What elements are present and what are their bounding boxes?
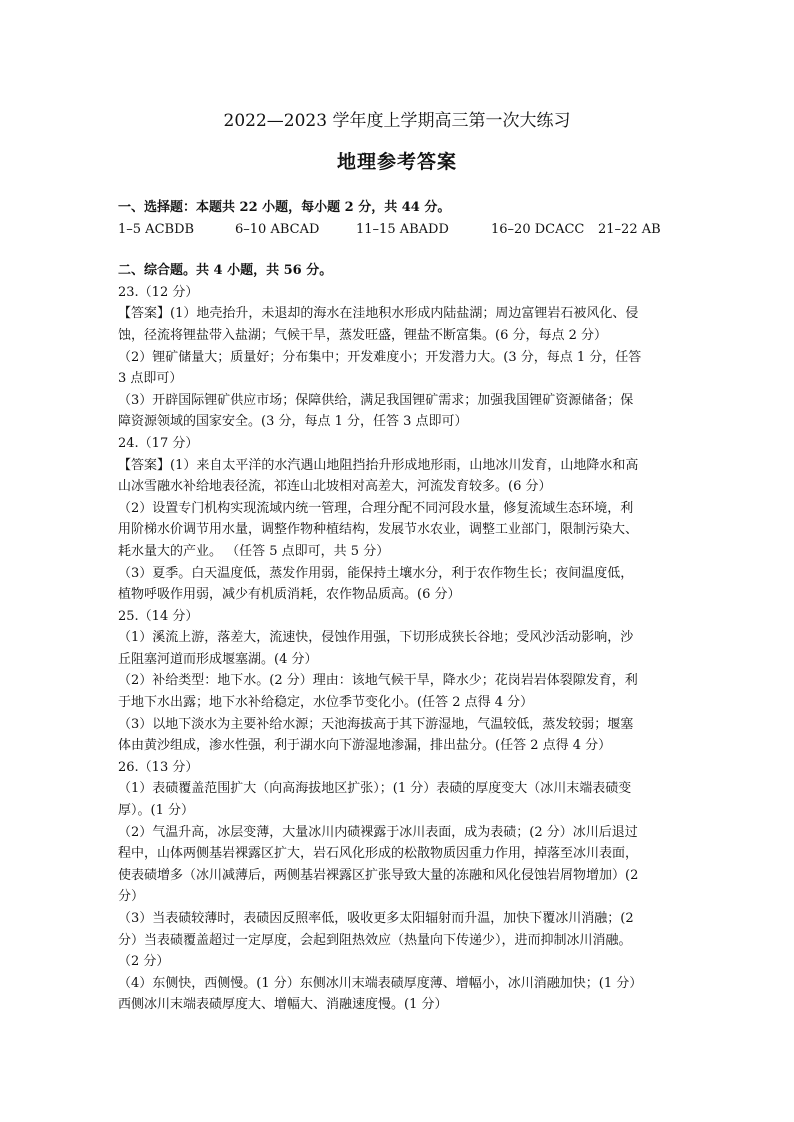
answer-line: 用阶梯水价调节用水量，调整作物种植结构，发展节水农业，调整工业部门，限制污染大、 <box>118 522 639 538</box>
answer-line: 25.（14 分） <box>118 608 199 624</box>
choice-answer-group: 11–15 ABADD <box>356 221 449 237</box>
answer-line: 体由黄沙组成，渗水性强，利于湖水向下游湿地渗漏，排出盐分。(任答 2 点得 4 分） <box>118 738 612 754</box>
answer-line: 山冰雪融水补给地表径流，祁连山北坡相对高差大，河流发育较多。(6 分） <box>118 479 552 495</box>
answer-line: （3）夏季。白天温度低，蒸发作用弱，能保持土壤水分，利于农作物生长；夜间温度低， <box>118 565 634 581</box>
choice-answer-row <box>118 219 678 241</box>
comprehensive-answers <box>118 282 678 1016</box>
answer-line: （2）设置专门机构实现流域内统一管理，合理分配不同河段水量，修复流域生态环境，利 <box>118 500 634 516</box>
answer-line: 分）当表碛覆盖超过一定厚度，会起到阻热效应（热量向下传递少），进而抑制冰川消融。 <box>118 932 632 948</box>
answer-line: 分） <box>118 889 145 905</box>
answer-line: 西侧冰川末端表碛厚度大、增幅大、消融速度慢。(1 分） <box>118 997 448 1013</box>
spacer <box>118 240 678 260</box>
answer-line: （4）东侧快，西侧慢。(1 分）东侧冰川末端表碛厚度薄、增幅小，冰川消融加快；(1 分） <box>118 975 643 991</box>
answer-line: （3）以地下淡水为主要补给水源；天池海拔高于其下游湿地，气温较低，蒸发较弱；堰塞 <box>118 716 634 732</box>
answer-line: 【答案】(1）地壳抬升，未退却的海水在洼地积水形成内陆盐湖；周边富锂岩石被风化、侵 <box>118 306 639 322</box>
choice-answer-group: 6–10 ABCAD <box>235 221 320 237</box>
answer-line: 植物呼吸作用弱，减少有机质消耗，农作物品质高。(6 分） <box>118 587 461 603</box>
answer-line: （3）当表碛较薄时，表碛因反照率低，吸收更多太阳辐射而升温，加快下覆冰川消融；(2 <box>118 911 634 926</box>
answer-line: 3 点即可） <box>118 371 183 387</box>
answer-line: （2）锂矿储量大；质量好；分布集中；开发难度小；开发潜力大。(3 分，每点 1 分，任答 <box>118 349 642 365</box>
answer-line: 【答案】(1）来自太平洋的水汽遇山地阻挡抬升形成地形雨，山地冰川发育，山地降水和高 <box>118 457 639 473</box>
answer-line: 24.（17 分） <box>118 435 199 451</box>
answer-line: 26.（13 分） <box>118 759 199 775</box>
answer-line: 使表碛增多（冰川减薄后，两侧基岩裸露区扩张导致大量的冻融和风化侵蚀岩屑物增加）(2 <box>118 867 639 883</box>
choice-answer-group: 21–22 AB <box>598 221 661 237</box>
document-subtitle: 地理参考答案 <box>336 151 457 173</box>
answer-line: （1）表碛覆盖范围扩大（向高海拔地区扩张）；(1 分）表碛的厚度变大（冰川末端表碛变 <box>118 781 632 797</box>
answer-line: （3）开辟国际锂矿供应市场；保障供给，满足我国锂矿需求；加强我国锂矿资源储备；保 <box>118 392 634 408</box>
section-heading-choice: 一、选择题：本题共 22 小题，每小题 2 分，共 44 分。 <box>118 200 451 215</box>
choice-answer-group: 1–5 ACBDB <box>118 221 195 237</box>
answer-line: 厚）。(1 分） <box>118 803 194 819</box>
answer-line: （2）气温升高，冰层变薄，大量冰川内碛裸露于冰川表面，成为表碛；(2 分）冰川后退过 <box>118 824 638 840</box>
answer-line: 耗水量大的产业。 （任答 5 点即可，共 5 分） <box>118 543 390 559</box>
answer-line: 障资源领域的国家安全。(3 分，每点 1 分，任答 3 点即可） <box>118 414 468 430</box>
answer-line: （2）补给类型：地下水。(2 分）理由：该地气候干旱，降水少；花岗岩岩体裂隙发育，利 <box>118 673 638 689</box>
answer-line: 于地下水出露；地下水补给稳定，水位季节变化小。(任答 2 点得 4 分） <box>118 695 534 711</box>
answer-line: （2 分） <box>118 954 170 970</box>
answer-line: 程中，山体两侧基岩裸露区扩大，岩石风化形成的松散物质因重力作用，掉落至冰川表面， <box>118 846 639 862</box>
answer-line: 蚀，径流将锂盐带入盐湖；气候干旱，蒸发旺盛，锂盐不断富集。(6 分，每点 2 分） <box>118 327 608 343</box>
answer-line: （1）溪流上游，落差大，流速快，侵蚀作用强，下切形成狭长谷地；受风沙活动影响，沙 <box>118 630 634 646</box>
choice-answer-group: 16–20 DCACC <box>491 221 585 237</box>
answer-line: 23.（12 分） <box>118 284 199 300</box>
section-heading-comprehensive: 二、综合题。共 4 小题，共 56 分。 <box>118 263 333 279</box>
answer-line: 丘阻塞河道而形成堰塞湖。(4 分） <box>118 651 318 667</box>
answer-content <box>118 197 678 1016</box>
document-title: 2022—2023 学年度上学期高三第一次大练习 <box>223 111 571 131</box>
